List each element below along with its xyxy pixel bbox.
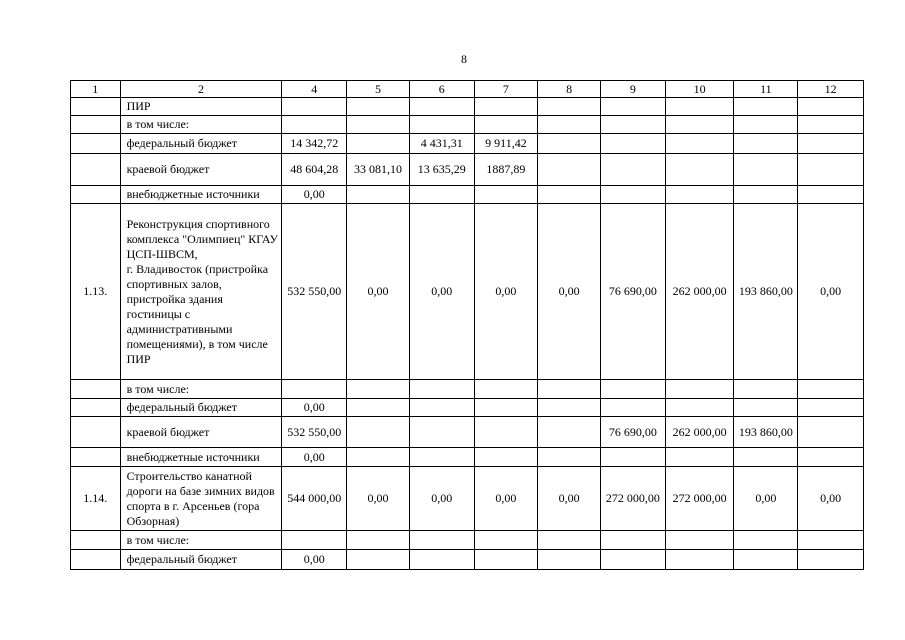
value-cell <box>347 467 410 531</box>
cell-text: 0,00 <box>367 491 389 505</box>
value-cell <box>798 134 864 154</box>
value-cell <box>798 98 864 116</box>
table-row <box>71 134 864 154</box>
value-cell <box>600 550 665 570</box>
cell-text: 76 690,00 <box>608 284 657 298</box>
cell-text: 193 860,00 <box>738 284 793 298</box>
cell-text: 0,00 <box>303 400 325 414</box>
cell-text: 0,00 <box>431 491 453 505</box>
cell-text: краевой бюджет <box>126 424 210 439</box>
value-cell <box>665 399 734 417</box>
value-cell <box>798 467 864 531</box>
value-cell <box>798 186 864 204</box>
budget-table <box>70 80 864 570</box>
cell-text: 0,00 <box>303 187 325 201</box>
value-cell <box>347 399 410 417</box>
value-cell <box>538 467 601 531</box>
value-cell <box>538 154 601 186</box>
value-cell <box>734 116 798 134</box>
cell-text: Строительство канатной дороги на базе зимних видов спорта в г. Арсеньев (гора Обзорная) <box>126 468 275 528</box>
cell-text: 0,00 <box>820 284 842 298</box>
value-cell <box>347 134 410 154</box>
cell-text: краевой бюджет <box>126 162 210 176</box>
row-label-cell <box>120 98 282 116</box>
value-cell <box>665 531 734 550</box>
value-cell <box>409 380 474 399</box>
value-cell <box>798 399 864 417</box>
cell-text: 33 081,10 <box>353 162 402 176</box>
value-cell <box>282 134 347 154</box>
row-label-cell <box>120 134 282 154</box>
value-cell <box>734 380 798 399</box>
header-cell: 5 <box>347 81 410 98</box>
value-cell <box>409 116 474 134</box>
cell-text: 262 000,00 <box>672 424 727 439</box>
value-cell <box>282 550 347 570</box>
cell-text: 0,00 <box>755 491 777 505</box>
row-number-cell <box>71 98 121 116</box>
value-cell <box>282 154 347 186</box>
value-cell <box>474 448 538 467</box>
value-cell <box>734 448 798 467</box>
value-cell <box>409 98 474 116</box>
table-row <box>71 204 864 380</box>
table-row <box>71 116 864 134</box>
value-cell <box>409 204 474 380</box>
value-cell <box>665 186 734 204</box>
value-cell <box>798 417 864 448</box>
cell-text: 0,00 <box>495 284 517 298</box>
value-cell <box>665 380 734 399</box>
value-cell <box>347 550 410 570</box>
header-cell: 6 <box>409 81 474 98</box>
cell-text: 193 860,00 <box>738 424 793 439</box>
value-cell <box>347 448 410 467</box>
value-cell <box>600 116 665 134</box>
value-cell <box>347 186 410 204</box>
value-cell <box>409 154 474 186</box>
value-cell <box>474 98 538 116</box>
row-number-cell <box>71 399 121 417</box>
table-row <box>71 98 864 116</box>
row-number-cell <box>71 204 121 380</box>
value-cell <box>474 204 538 380</box>
cell-text: 48 604,28 <box>290 162 339 176</box>
value-cell <box>409 531 474 550</box>
row-label-cell <box>120 531 282 550</box>
value-cell <box>538 380 601 399</box>
row-number-cell <box>71 448 121 467</box>
value-cell <box>798 380 864 399</box>
value-cell <box>798 448 864 467</box>
value-cell <box>282 116 347 134</box>
value-cell <box>474 417 538 448</box>
cell-text: 0,00 <box>558 491 580 505</box>
value-cell <box>347 116 410 134</box>
cell-text: 262 000,00 <box>672 284 727 298</box>
row-number-cell <box>71 134 121 154</box>
table-row <box>71 531 864 550</box>
cell-text: в том числе: <box>126 532 190 547</box>
value-cell <box>538 448 601 467</box>
value-cell <box>409 417 474 448</box>
cell-text: 13 635,29 <box>417 162 466 176</box>
cell-text: 544 000,00 <box>287 491 342 505</box>
row-number-cell <box>71 467 121 531</box>
value-cell <box>474 399 538 417</box>
cell-text: 0,00 <box>820 491 842 505</box>
value-cell <box>474 467 538 531</box>
value-cell <box>282 98 347 116</box>
header-cell: 12 <box>798 81 864 98</box>
value-cell <box>600 417 665 448</box>
cell-text: ПИР <box>126 99 151 113</box>
value-cell <box>474 154 538 186</box>
cell-text: федеральный бюджет <box>126 400 238 414</box>
value-cell <box>538 186 601 204</box>
cell-text: федеральный бюджет <box>126 136 238 150</box>
value-cell <box>474 380 538 399</box>
value-cell <box>665 154 734 186</box>
value-cell <box>538 204 601 380</box>
value-cell <box>600 186 665 204</box>
table-row <box>71 380 864 399</box>
header-cell: 2 <box>120 81 282 98</box>
value-cell <box>798 550 864 570</box>
cell-text: 272 000,00 <box>605 491 660 505</box>
value-cell <box>282 380 347 399</box>
value-cell <box>600 531 665 550</box>
value-cell <box>734 98 798 116</box>
value-cell <box>282 448 347 467</box>
value-cell <box>347 531 410 550</box>
row-label-cell <box>120 550 282 570</box>
table-row <box>71 154 864 186</box>
header-cell: 9 <box>600 81 665 98</box>
row-number-cell <box>71 380 121 399</box>
row-label-cell <box>120 154 282 186</box>
cell-text: в том числе: <box>126 117 190 131</box>
value-cell <box>347 204 410 380</box>
page-number: 8 <box>461 52 467 66</box>
value-cell <box>538 417 601 448</box>
cell-text: 532 550,00 <box>287 424 342 439</box>
value-cell <box>282 186 347 204</box>
value-cell <box>734 467 798 531</box>
value-cell <box>665 134 734 154</box>
cell-text: 0,00 <box>367 284 389 298</box>
cell-text: 1.14. <box>83 491 108 505</box>
row-label-cell <box>120 399 282 417</box>
value-cell <box>474 186 538 204</box>
row-label-cell <box>120 448 282 467</box>
value-cell <box>474 116 538 134</box>
value-cell <box>474 531 538 550</box>
value-cell <box>409 186 474 204</box>
value-cell <box>665 550 734 570</box>
value-cell <box>538 531 601 550</box>
value-cell <box>409 399 474 417</box>
value-cell <box>734 531 798 550</box>
cell-text: 272 000,00 <box>672 491 727 505</box>
header-cell: 10 <box>665 81 734 98</box>
row-label-cell <box>120 204 282 380</box>
table-row <box>71 417 864 448</box>
value-cell <box>347 98 410 116</box>
value-cell <box>282 417 347 448</box>
row-label-cell <box>120 186 282 204</box>
value-cell <box>409 467 474 531</box>
table-header-row <box>71 81 864 98</box>
value-cell <box>474 550 538 570</box>
cell-text: 0,00 <box>558 284 580 298</box>
row-label-cell <box>120 467 282 531</box>
value-cell <box>538 98 601 116</box>
value-cell <box>734 134 798 154</box>
header-cell: 1 <box>71 81 121 98</box>
header-cell: 7 <box>474 81 538 98</box>
value-cell <box>600 154 665 186</box>
row-number-cell <box>71 550 121 570</box>
table-row <box>71 186 864 204</box>
header-cell: 4 <box>282 81 347 98</box>
value-cell <box>665 467 734 531</box>
cell-text: 532 550,00 <box>287 284 342 298</box>
value-cell <box>347 154 410 186</box>
cell-text: 0,00 <box>303 449 325 464</box>
value-cell <box>409 134 474 154</box>
value-cell <box>600 399 665 417</box>
value-cell <box>538 550 601 570</box>
value-cell <box>409 550 474 570</box>
value-cell <box>734 154 798 186</box>
cell-text: 1887,89 <box>486 162 526 176</box>
value-cell <box>347 380 410 399</box>
cell-text: 14 342,72 <box>290 136 339 150</box>
value-cell <box>538 134 601 154</box>
cell-text: 9 911,42 <box>485 136 527 150</box>
cell-text: федеральный бюджет <box>126 552 238 566</box>
value-cell <box>474 134 538 154</box>
value-cell <box>538 399 601 417</box>
table-row <box>71 399 864 417</box>
value-cell <box>798 531 864 550</box>
value-cell <box>665 417 734 448</box>
value-cell <box>665 204 734 380</box>
value-cell <box>282 399 347 417</box>
value-cell <box>665 116 734 134</box>
value-cell <box>734 204 798 380</box>
row-number-cell <box>71 154 121 186</box>
row-number-cell <box>71 417 121 448</box>
cell-text: внебюджетные источники <box>126 449 260 464</box>
table-row <box>71 550 864 570</box>
value-cell <box>600 204 665 380</box>
header-cell: 11 <box>734 81 798 98</box>
row-number-cell <box>71 116 121 134</box>
value-cell <box>282 531 347 550</box>
value-cell <box>665 448 734 467</box>
cell-text: 1.13. <box>83 284 108 298</box>
cell-text: внебюджетные источники <box>126 187 260 201</box>
value-cell <box>600 134 665 154</box>
row-label-cell <box>120 116 282 134</box>
header-cell: 8 <box>538 81 601 98</box>
cell-text: 76 690,00 <box>608 424 657 439</box>
cell-text: 4 431,31 <box>420 136 463 150</box>
row-number-cell <box>71 186 121 204</box>
row-label-cell <box>120 380 282 399</box>
value-cell <box>600 448 665 467</box>
value-cell <box>798 116 864 134</box>
row-number-cell <box>71 531 121 550</box>
cell-text: 0,00 <box>495 491 517 505</box>
value-cell <box>798 154 864 186</box>
value-cell <box>347 417 410 448</box>
table-row <box>71 448 864 467</box>
value-cell <box>600 467 665 531</box>
value-cell <box>665 98 734 116</box>
value-cell <box>734 399 798 417</box>
value-cell <box>282 467 347 531</box>
cell-text: 0,00 <box>303 552 325 566</box>
value-cell <box>409 448 474 467</box>
value-cell <box>538 116 601 134</box>
value-cell <box>282 204 347 380</box>
value-cell <box>600 380 665 399</box>
table-row <box>71 467 864 531</box>
value-cell <box>600 98 665 116</box>
value-cell <box>798 204 864 380</box>
value-cell <box>734 417 798 448</box>
cell-text: Реконструкция спортивного комплекса "Олимпиец" КГАУ ЦСП-ШВСМ, г. Владивосток (пристройка спортивных залов, пристройка здания гостиницы с административными помещениями), в том числе ПИР <box>126 216 279 366</box>
value-cell <box>734 550 798 570</box>
cell-text: 0,00 <box>431 284 453 298</box>
cell-text: в том числе: <box>126 381 190 396</box>
value-cell <box>734 186 798 204</box>
row-label-cell <box>120 417 282 448</box>
